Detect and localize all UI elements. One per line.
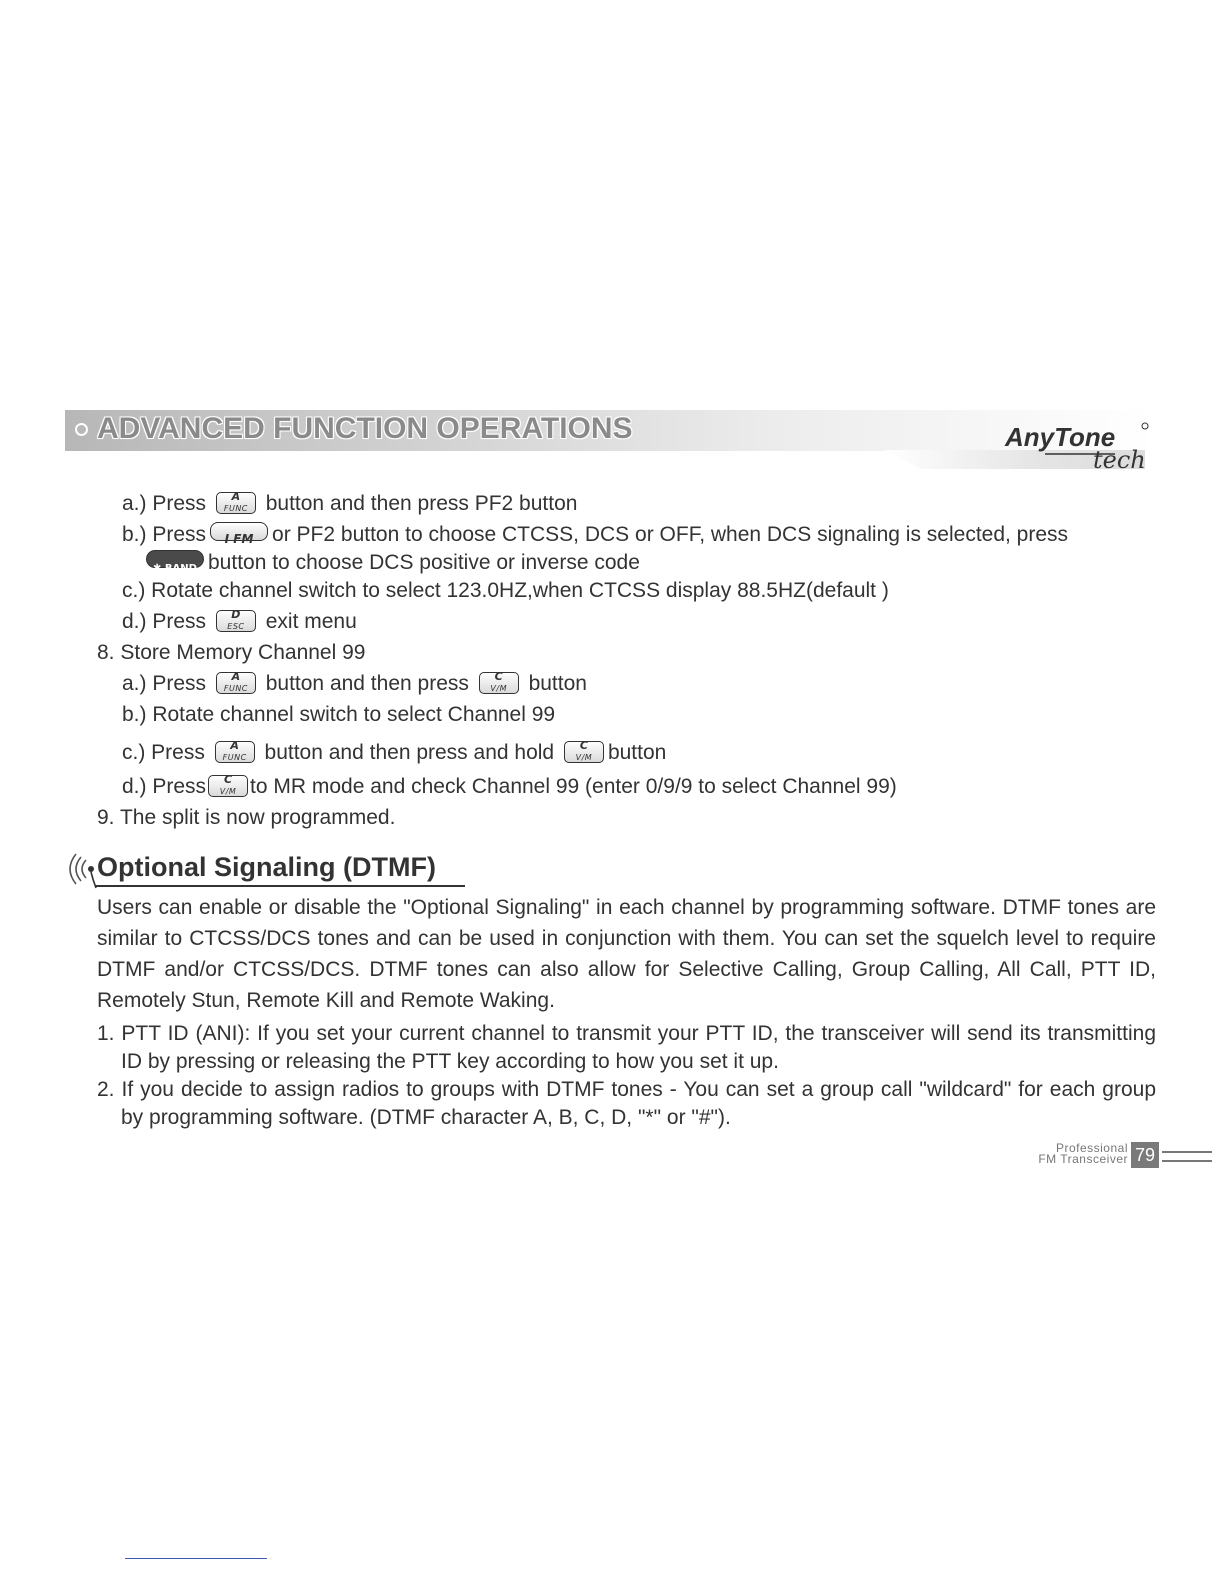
step-text: button and then press and hold	[264, 741, 555, 764]
step-text: a.) Press	[122, 492, 207, 515]
step-text: exit menu	[265, 610, 357, 633]
step-7d	[122, 609, 357, 635]
header-bullet-icon	[75, 423, 88, 436]
page-section-title: ADVANCED FUNCTION OPERATIONS	[97, 412, 633, 445]
list-item: 1. PTT ID (ANI): If you set your current channel to transmit your PTT ID, the transceiver will send its transmitting ID by pressing or releasing the PTT key according to how you set it up.	[97, 1022, 1156, 1073]
footer-line-2: FM Transceiver	[1038, 1152, 1128, 1166]
step-7a	[122, 491, 577, 517]
step-text: d.) Press	[122, 610, 207, 633]
band-key-icon: ✱ BAND	[146, 550, 204, 568]
section-underline	[95, 885, 465, 887]
logo-text-main: AnyTone	[1005, 422, 1116, 452]
section-intro: Users can enable or disable the "Optional Signaling" in each channel by programming software. DTMF tones are similar to CTCSS/DCS tones and can be used in conjunction with them. You can set the squelch level to require DTMF and/or CTCSS/DCS. DTMF tones can also allow for Selective Calling, Group Calling, All Call, PTT ID, Remotely Stun, Remote Kill and Remote Waking.	[97, 896, 1156, 1012]
func-key-icon: A FUNC	[215, 741, 255, 763]
vm-key-icon: C V/M	[208, 775, 248, 797]
step-8b: b.) Rotate channel switch to select Channel 99	[122, 703, 556, 726]
vm-key-icon: C V/M	[564, 741, 604, 763]
step-text: c.) Press	[122, 741, 205, 764]
bottom-rule	[125, 1558, 267, 1559]
footer-label	[1038, 1143, 1128, 1165]
step-7c: c.) Rotate channel switch to select 123.0HZ,when CTCSS display 88.5HZ(default )	[122, 579, 889, 602]
step-8a	[122, 671, 587, 697]
step-9: 9. The split is now programmed.	[97, 806, 396, 829]
footer-line-1: Professional	[1055, 1141, 1128, 1155]
step-text: button and then press PF2 button	[265, 492, 578, 515]
step-8c	[122, 740, 666, 766]
step-7b-cont	[146, 550, 640, 576]
step-text: button and then press	[265, 672, 469, 695]
step-8d	[122, 774, 897, 800]
step-7b	[122, 522, 1068, 548]
esc-key-icon: D ESC	[216, 610, 256, 632]
page-number: 79	[1131, 1142, 1159, 1168]
func-key-icon: A FUNC	[216, 492, 256, 514]
step-8: 8. Store Memory Channel 99	[97, 641, 366, 664]
step-text: to MR mode and check Channel 99 (enter 0/9/9 to select Channel 99)	[250, 775, 897, 798]
logo-text-sub: tech	[1093, 446, 1146, 472]
step-text: d.) Press	[122, 775, 207, 798]
section-title: Optional Signaling (DTMF)	[97, 852, 436, 882]
step-text: button	[528, 672, 587, 695]
step-text: b.) Press	[122, 523, 207, 546]
footer-decoration	[1162, 1151, 1212, 1162]
list-item: 2. If you decide to assign radios to groups with DTMF tones - You can set a group call "wildcard" for each group by programming software. (DTMF character A, B, C, D, "*" or "#").	[97, 1078, 1156, 1129]
anytone-logo	[975, 416, 1155, 472]
vm-key-icon: C V/M	[479, 672, 519, 694]
step-text: a.) Press	[122, 672, 207, 695]
step-text: button to choose DCS positive or inverse code	[208, 551, 640, 574]
func-key-icon: A FUNC	[216, 672, 256, 694]
step-text: button	[607, 741, 667, 764]
fm-key-icon: I FM	[210, 522, 268, 541]
signal-waves-icon	[60, 848, 98, 890]
step-text: or PF2 button to choose CTCSS, DCS or OFF, when DCS signaling is selected, press	[272, 523, 1069, 546]
